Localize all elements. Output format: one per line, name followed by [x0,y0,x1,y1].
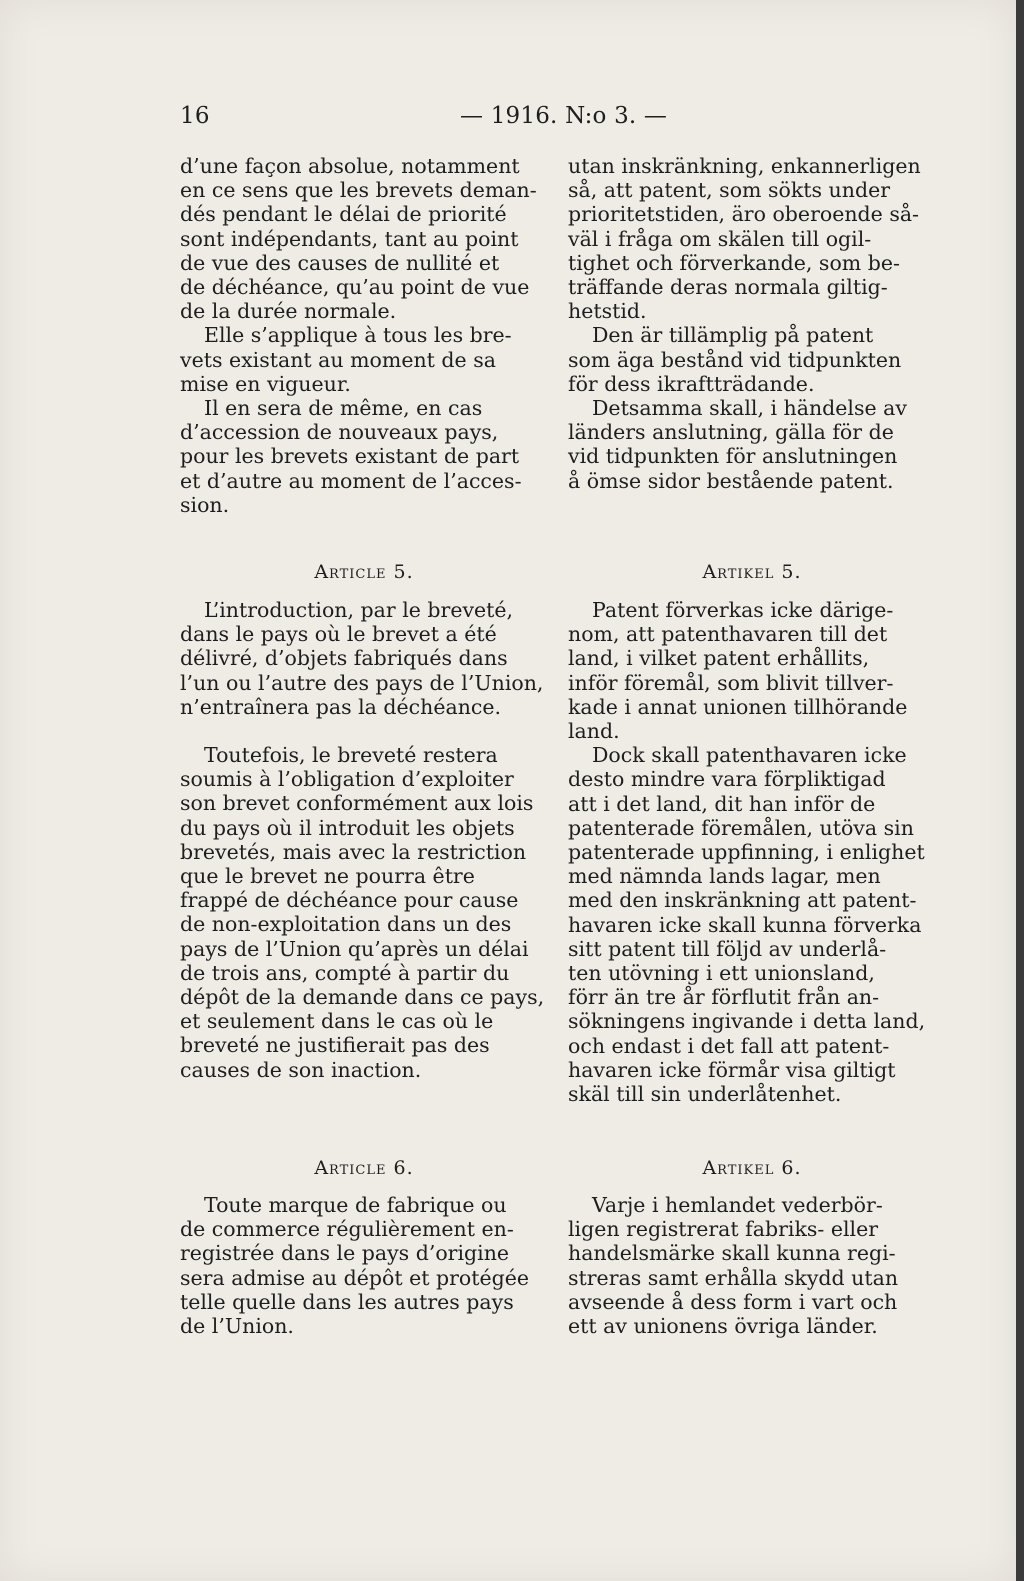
text-line: Il en sera de même, en cas [204,396,483,421]
text-line: havaren icke förmår visa giltigt [568,1057,896,1082]
text-line: de déchéance, qu’au point de vue [180,275,530,300]
text-line: utan inskränkning, enkannerligen [568,154,921,178]
french-intro-paragraph [180,154,548,323]
text-line: patenterade föremålen, utöva sin [568,815,914,840]
french-article-5-p1 [180,598,548,719]
text-line: son brevet conformément aux lois [180,791,534,816]
french-article-6-p1 [180,1193,548,1338]
text-line: nom, att patenthavaren till det [568,622,888,647]
swedish-intro-paragraph [568,154,936,323]
text-line: soumis à l’obligation d’exploiter [180,767,514,792]
text-line: Elle s’applique à tous les bre- [204,323,512,348]
swedish-a5-paragraph-2 [568,743,936,1106]
french-a5-paragraph-1 [180,598,548,719]
text-line: ett av unionens övriga länder. [568,1314,878,1339]
text-line: et d’autre au moment de l’acces- [180,468,522,493]
text-line: registrée dans le pays d’origine [180,1241,510,1266]
text-line: d’accession de nouveaux pays, [180,420,499,445]
text-line: och endast i det fall att patent- [568,1033,890,1058]
text-line: handelsmärke skall kunna regi- [568,1241,896,1266]
text-line: frappé de déchéance pour cause [180,888,519,913]
text-line: dans le pays où le brevet a été [180,622,497,647]
text-line: en ce sens que les brevets deman- [180,178,537,203]
text-line: de l’Union. [180,1314,294,1339]
text-line: Toutefois, le breveté restera [204,743,498,767]
text-line: que le brevet ne pourra être [180,864,475,889]
text-line: de vue des causes de nullité et [180,250,500,275]
text-line: du pays où il introduit les objets [180,815,515,840]
running-title: — 1916. N:o 3. — [460,103,668,129]
text-line: prioritetstiden, äro oberoende så- [568,202,919,227]
swedish-a6-paragraph-1 [568,1193,936,1338]
text-line: l’un ou l’autre des pays de l’Union, [180,670,544,695]
text-line: breveté ne justifierait pas des [180,1033,490,1058]
text-line: L’introduction, par le breveté, [204,598,514,622]
french-article-5-heading: Article 5. [314,561,414,583]
text-line: d’une façon absolue, notamment [180,154,520,178]
swedish-article-5-heading: Artikel 5. [702,561,802,583]
text-line: Patent förverkas icke därige- [592,598,894,622]
french-a5-paragraph-2 [180,743,548,1082]
swedish-paragraph-3 [568,396,936,493]
text-line: de trois ans, compté à partir du [180,960,510,985]
text-line: dépôt de la demande dans ce pays, [180,985,545,1010]
french-article-5-p2 [180,743,548,1082]
swedish-article-6-p1 [568,1193,936,1338]
text-line: sera admise au dépôt et protégée [180,1265,530,1290]
swedish-a5-paragraph-1 [568,598,936,743]
text-line: ligen registrerat fabriks- eller [568,1217,879,1242]
page-number: 16 [180,103,210,129]
french-a6-paragraph-1 [180,1193,548,1338]
french-article-6-heading: Article 6. [314,1157,414,1179]
swedish-paragraph-2 [568,323,936,396]
text-line: land. [568,719,620,744]
text-line: skäl till sin underlåtenhet. [568,1082,842,1107]
text-line: med nämnda lands lagar, men [568,864,881,889]
page-edge [1016,0,1024,1581]
text-line: délivré, d’objets fabriqués dans [180,646,508,671]
text-line: tighet och förverkande, som be- [568,250,900,275]
text-line: desto mindre vara förpliktigad [568,767,886,792]
text-line: träffande deras normala giltig- [568,275,888,300]
swedish-article-5-p1 [568,598,936,1106]
text-line: hetstid. [568,299,647,324]
text-line: vid tidpunkten för anslutningen [568,444,898,469]
swedish-column-intro [568,154,936,493]
text-line: vets existant au moment de sa [180,347,496,372]
text-line: de commerce régulièrement en- [180,1217,514,1242]
french-column-intro [180,154,548,517]
text-line: de non-exploitation dans un des [180,912,512,937]
text-line: så, att patent, som sökts under [568,178,891,203]
text-line: telle quelle dans les autres pays [180,1289,514,1314]
text-line: att i det land, dit han inför de [568,791,876,816]
text-line: länders anslutning, gälla för de [568,420,894,445]
text-line: avseende å dess form i vart och [568,1289,898,1314]
text-line: inför föremål, som blivit tillver- [568,670,894,695]
text-line: Varje i hemlandet vederbör- [592,1193,883,1217]
text-line: Dock skall patenthavaren icke [592,743,907,768]
text-line: pour les brevets existant de part [180,444,520,469]
text-line: Toute marque de fabrique ou [204,1193,507,1217]
text-line: causes de son inaction. [180,1057,422,1082]
text-line: sitt patent till följd av underlå- [568,936,887,961]
french-paragraph-2 [180,323,548,396]
text-line: land, i vilket patent erhållits, [568,646,870,671]
swedish-article-6-heading: Artikel 6. [702,1157,802,1179]
text-line: med den inskränkning att patent- [568,888,917,913]
text-line: som äga bestånd vid tidpunkten [568,347,902,372]
text-line: väl i fråga om skälen till ogil- [568,226,872,251]
text-line: sont indépendants, tant au point [180,226,519,251]
text-line: dés pendant le délai de priorité [180,202,507,227]
text-line: förr än tre år förflutit från an- [568,985,880,1010]
text-line: et seulement dans le cas où le [180,1009,494,1034]
text-line: sion. [180,492,230,517]
text-line: de la durée normale. [180,299,397,324]
text-line: sökningens ingivande i detta land, [568,1009,926,1034]
text-line: havaren icke skall kunna förverka [568,912,922,937]
text-line: brevetés, mais avec la restriction [180,839,527,864]
text-line: patenterade uppfinning, i enlighet [568,840,925,865]
text-line: n’entraînera pas la déchéance. [180,694,502,719]
text-line: Den är tillämplig på patent [592,323,874,348]
text-line: Detsamma skall, i händelse av [592,396,907,421]
text-line: pays de l’Union qu’après un délai [180,936,529,961]
text-line: kade i annat unionen tillhörande [568,694,908,719]
french-paragraph-3 [180,396,548,517]
text-line: streras samt erhålla skydd utan [568,1265,899,1290]
text-line: för dess ikraftträdande. [568,371,815,396]
text-line: ten utövning i ett unionsland, [568,961,875,986]
text-line: mise en vigueur. [180,371,351,396]
text-line: å ömse sidor bestående patent. [568,468,894,493]
